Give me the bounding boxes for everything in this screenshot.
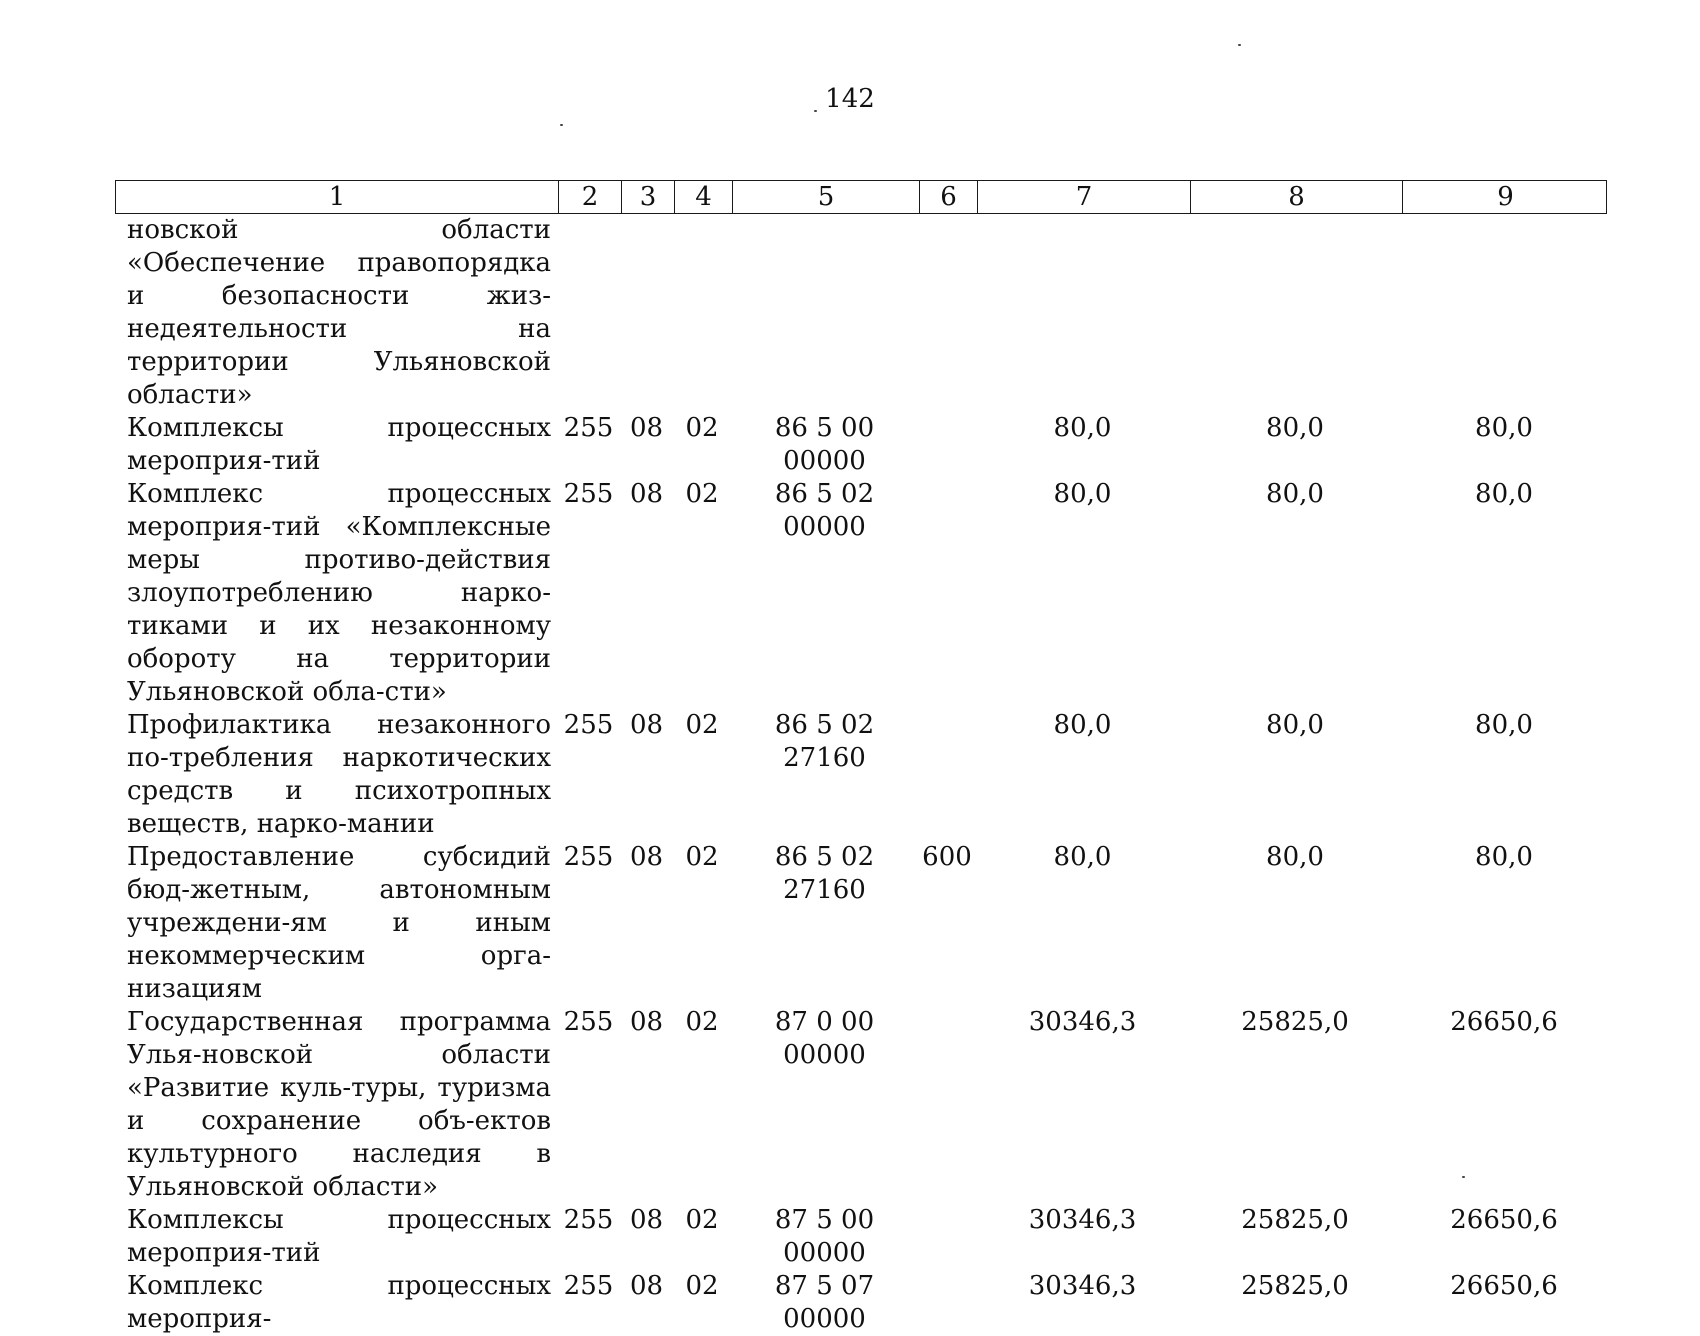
row-description: Комплекс процессных мероприя-: [127, 1271, 551, 1334]
cell-subsection-code: 02: [685, 1205, 719, 1235]
column-number: 2: [558, 181, 621, 213]
table-body: [115, 214, 1607, 1336]
cell-amount-8: 80,0: [1266, 479, 1324, 509]
column-number: 8: [1190, 181, 1402, 213]
table-row: [115, 709, 1607, 841]
cell-amount-7: 80,0: [1053, 710, 1112, 740]
cell-target-article: 87 5 07 00000: [774, 1271, 875, 1334]
row-description: Профилактика незаконного по-требления наркотических средств и психотропных веществ, нарко-мании: [127, 710, 551, 839]
cell-expense-type: [918, 1204, 976, 1270]
row-description: новской области «Обеспечение правопорядка и безопасности жиз-недеятельности на территории Ульяновской области»: [127, 215, 551, 410]
cell-target-article: 86 5 00 00000: [774, 413, 875, 476]
cell-amount-7: 80,0: [1053, 842, 1112, 872]
cell-target-article: 87 5 00 00000: [774, 1205, 875, 1268]
cell-expense-type: [918, 709, 976, 841]
cell-expense-type: [918, 478, 976, 709]
cell-amount-8: 25825,0: [1241, 1205, 1349, 1235]
cell-target-article: [731, 214, 918, 412]
cell-subsection-code: 02: [685, 479, 719, 509]
cell-section-code: 08: [629, 710, 664, 740]
table-row: [115, 214, 1607, 412]
cell-target-article: 87 0 00 00000: [774, 1007, 875, 1070]
cell-amount-9: 26650,6: [1450, 1271, 1558, 1301]
cell-ministry-code: [557, 214, 620, 412]
cell-section-code: 08: [629, 1007, 664, 1037]
column-number: 7: [977, 181, 1190, 213]
cell-amount-8: 80,0: [1266, 710, 1324, 740]
cell-amount-9: 80,0: [1475, 710, 1533, 740]
cell-expense-type: 600: [922, 842, 972, 872]
cell-subsection-code: 02: [685, 413, 719, 443]
scan-speck: [1238, 44, 1241, 46]
cell-expense-type: [918, 1006, 976, 1204]
row-description: Комплексы процессных мероприя-тий: [127, 413, 551, 476]
cell-amount-7: 30346,3: [1028, 1007, 1137, 1037]
cell-expense-type: [918, 412, 976, 478]
page-number: 142: [825, 84, 875, 114]
cell-ministry-code: 255: [563, 1205, 614, 1235]
cell-expense-type: [918, 214, 976, 412]
row-description: Комплексы процессных мероприя-тий: [127, 1205, 551, 1268]
cell-target-article: 86 5 02 27160: [774, 842, 875, 905]
column-number: 5: [732, 181, 919, 213]
cell-subsection-code: 02: [685, 842, 719, 872]
row-description: Государственная программа Улья-новской области «Развитие куль-туры, туризма и сохранение объ-ектов культурного наследия в Ульяновской области»: [127, 1007, 551, 1202]
table-row: [115, 1204, 1607, 1270]
cell-section-code: 08: [629, 842, 664, 872]
cell-amount-8: [1189, 214, 1401, 412]
cell-amount-8: 80,0: [1266, 413, 1324, 443]
cell-amount-9: 80,0: [1475, 842, 1533, 872]
column-number: 3: [621, 181, 674, 213]
cell-amount-7: 30346,3: [1028, 1205, 1137, 1235]
cell-ministry-code: 255: [563, 413, 614, 443]
cell-ministry-code: 255: [563, 710, 614, 740]
cell-section-code: 08: [629, 1205, 664, 1235]
table-row: [115, 841, 1607, 1006]
cell-section-code: 08: [629, 1271, 664, 1301]
cell-amount-9: 80,0: [1475, 479, 1533, 509]
column-number: 4: [674, 181, 732, 213]
cell-amount-9: 26650,6: [1450, 1205, 1558, 1235]
cell-ministry-code: 255: [563, 479, 614, 509]
cell-target-article: 86 5 02 27160: [774, 710, 875, 773]
table-row: [115, 1006, 1607, 1204]
column-number: 1: [328, 182, 346, 212]
cell-section-code: [620, 214, 673, 412]
cell-subsection-code: 02: [685, 1007, 719, 1037]
cell-section-code: 08: [629, 413, 664, 443]
cell-amount-7: 30346,3: [1028, 1271, 1137, 1301]
row-description: Комплекс процессных мероприя-тий «Комплексные меры противо-действия злоупотреблению нарко-тиками и их незаконному обороту на территории Ульяновской обла-сти»: [127, 479, 551, 707]
budget-table: [115, 180, 1607, 1336]
row-description: Предоставление субсидий бюд-жетным, автономным учреждени-ям и иным некоммерческим орга-низациям: [127, 842, 551, 1004]
cell-amount-8: 80,0: [1266, 842, 1324, 872]
cell-amount-7: [976, 214, 1189, 412]
cell-amount-8: 25825,0: [1241, 1007, 1349, 1037]
cell-ministry-code: 255: [563, 1007, 614, 1037]
column-number: 6: [919, 181, 977, 213]
cell-amount-9: [1401, 214, 1607, 412]
scan-speck: [560, 124, 563, 126]
table-row: [115, 412, 1607, 478]
cell-amount-9: 80,0: [1475, 413, 1533, 443]
cell-ministry-code: 255: [563, 1271, 614, 1301]
column-number-header: [115, 180, 1607, 214]
cell-amount-7: 80,0: [1053, 413, 1112, 443]
scan-speck: [814, 110, 817, 112]
cell-amount-7: 80,0: [1053, 479, 1112, 509]
cell-subsection-code: 02: [685, 1271, 719, 1301]
table-row: [115, 1270, 1607, 1336]
cell-subsection-code: 02: [685, 710, 719, 740]
cell-subsection-code: [673, 214, 731, 412]
cell-amount-8: 25825,0: [1241, 1271, 1349, 1301]
table-row: [115, 478, 1607, 709]
cell-ministry-code: 255: [563, 842, 614, 872]
cell-amount-9: 26650,6: [1450, 1007, 1558, 1037]
cell-target-article: 86 5 02 00000: [774, 479, 875, 542]
cell-expense-type: [918, 1270, 976, 1336]
cell-section-code: 08: [629, 479, 664, 509]
column-number: 9: [1402, 181, 1608, 213]
